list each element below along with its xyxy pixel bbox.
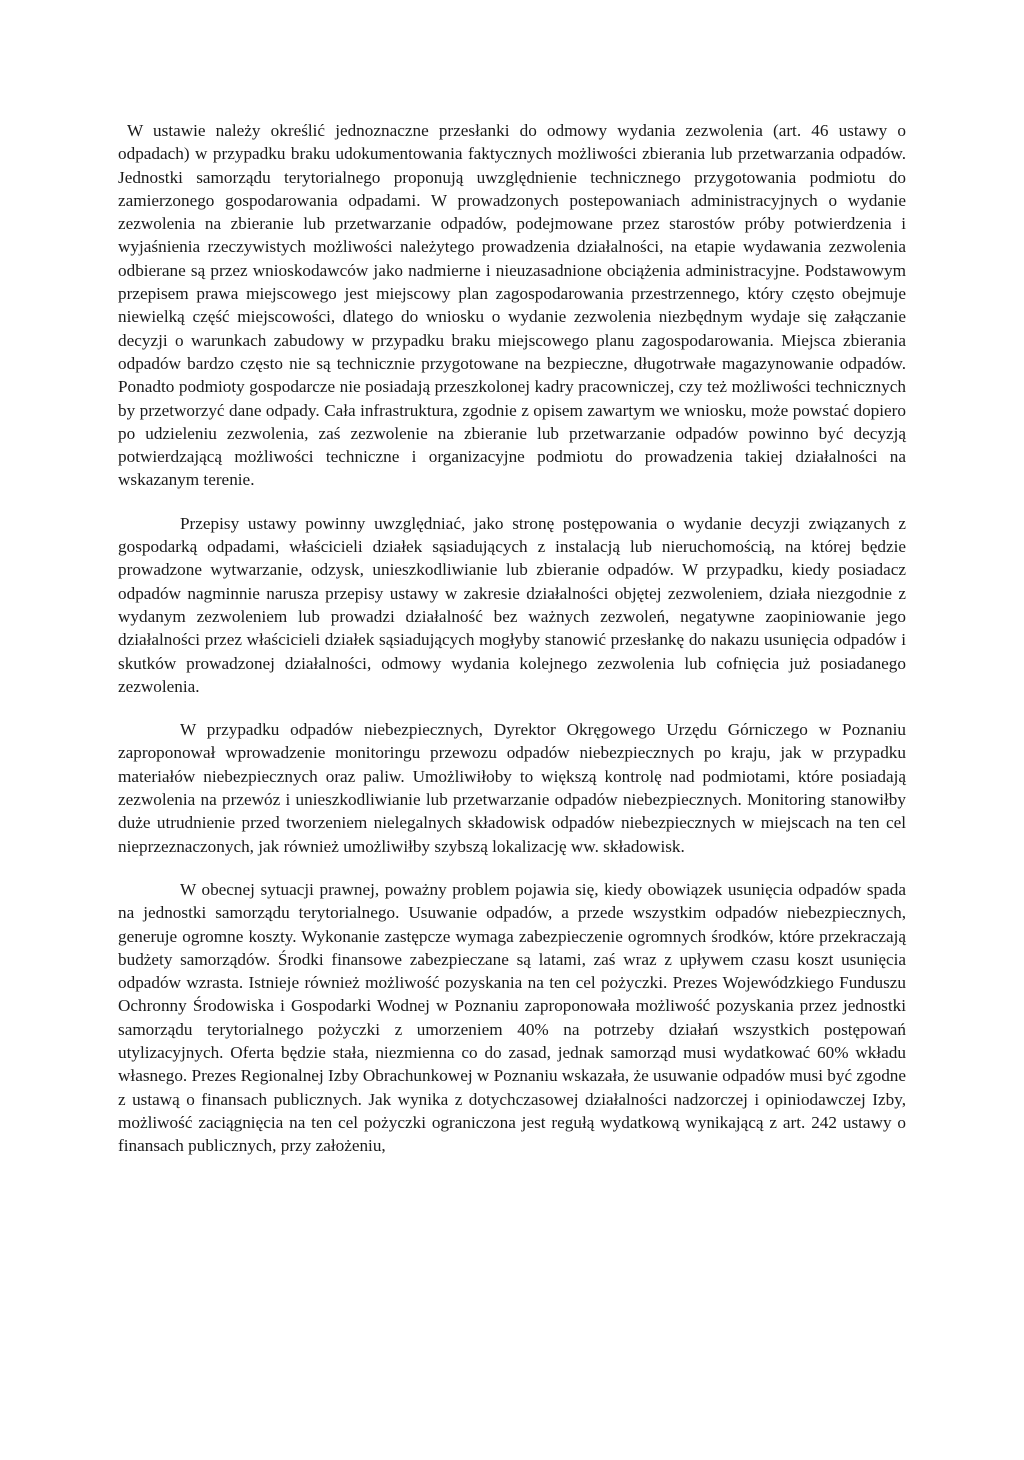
document-body xyxy=(118,119,906,1177)
paragraph-2: Przepisy ustawy powinny uwzględniać, jako stronę postępowania o wydanie decyzji związanych z gospodarką odpadami, właścicieli działek sąsiadujących z instalacją lub nieruchomością, na której będzie prowadzone wytwarzanie, odzysk, unieszkodliwianie lub zbieranie odpadów. W przypadku, kiedy posiadacz odpadów nagminnie narusza przepisy ustawy w zakresie działalności objętej zezwoleniem, działa niezgodnie z wydanym zezwoleniem lub prowadzi działalność bez ważnych zezwoleń, negatywne zaopiniowanie jego działalności przez właścicieli działek sąsiadujących mogłyby stanowić przesłankę do nakazu usunięcia odpadów i skutków prowadzonej działalności, odmowy wydania kolejnego zezwolenia lub cofnięcia już posiadanego zezwolenia. xyxy=(118,513,906,696)
paragraph-4: W obecnej sytuacji prawnej, poważny problem pojawia się, kiedy obowiązek usunięcia odpadów spada na jednostki samorządu terytorialnego. Usuwanie odpadów, a przede wszystkim odpadów niebezpiecznych, generuje ogromne koszty. Wykonanie zastępcze wymaga zabezpieczenie ogromnych środków, które przekraczają budżety samorządów. Środki finansowe zabezpieczane są latami, zaś wraz z upływem czasu koszt usunięcia odpadów wzrasta. Istnieje również możliwość pozyskania na ten cel pożyczki. Prezes Wojewódzkiego Funduszu Ochronny Środowiska i Gospodarki Wodnej w Poznaniu zaproponowała możliwość pozyskania przez jednostki samorządu terytorialnego pożyczki z umorzeniem 40% na potrzeby działań wszystkich postępowań utylizacyjnych. Oferta będzie stała, niezmienna co do zasad, jednak samorząd musi wydatkować 60% wkładu własnego. Prezes Regionalnej Izby Obrachunkowej w Poznaniu wskazała, że usuwanie odpadów musi być zgodne z ustawą o finansach publicznych. Jak wynika z dotychczasowej działalności nadzorczej i opiniodawczej Izby, możliwość zaciągnięcia na ten cel pożyczki ograniczona jest regułą wydatkową wynikającą z art. 242 ustawy o finansach publicznych, przy założeniu, xyxy=(118,879,907,1156)
paragraph-3: W przypadku odpadów niebezpiecznych, Dyrektor Okręgowego Urzędu Górniczego w Poznaniu zaproponował wprowadzenie monitoringu przewozu odpadów niebezpiecznych po kraju, jak w przypadku materiałów niebezpiecznych oraz paliw. Umożliwiłoby to większą kontrolę nad podmiotami, które posiadają zezwolenia na przewóz i unieszkodliwianie lub przetwarzanie odpadów niebezpiecznych. Monitoring stanowiłby duże utrudnienie przed tworzeniem nielegalnych składowisk odpadów niebezpiecznych w miejscach na ten cel nieprzeznaczonych, jak również umożliwiłby szybszą lokalizację ww. składowisk. xyxy=(118,720,906,856)
paragraph-1: W ustawie należy określić jednoznaczne przesłanki do odmowy wydania zezwolenia (art. 46 ustawy o odpadach) w przypadku braku udokumentowania faktycznych możliwości zbierania lub przetwarzania odpadów. Jednostki samorządu terytorialnego proponują uwzględnienie technicznego przygotowania podmiotu do zamierzonego gospodarowania odpadami. W prowadzonych postepowaniach administracyjnych o wydanie zezwolenia na zbieranie lub przetwarzanie odpadów, podejmowane przez starostów próby potwierdzenia i wyjaśnienia rzeczywistych możliwości należytego prowadzenia działalności, na etapie wydawania zezwolenia odbierane są przez wnioskodawców jako nadmierne i nieuzasadnione obciążenia administracyjne. Podstawowym przepisem prawa miejscowego jest miejscowy plan zagospodarowania przestrzennego, który często obejmuje niewielką część miejscowości, dlatego do wniosku o wydanie zezwolenia niezbędnym wydaje się załączanie decyzji o warunkach zabudowy w przypadku braku miejscowego planu zagospodarowania. Miejsca zbierania odpadów bardzo często nie są technicznie przygotowane na bezpieczne, długotrwałe magazynowanie odpadów. Ponadto podmioty gospodarcze nie posiadają przeszkolonej kadry pracowniczej, czy też możliwości technicznych by przetworzyć dane odpady. Cała infrastruktura, zgodnie z opisem zawartym we wniosku, może powstać dopiero po udzieleniu zezwolenia, zaś zezwolenie na zbieranie lub przetwarzanie odpadów powinno być decyzją potwierdzającą możliwości techniczne i organizacyjne podmiotu do prowadzenia takiej działalności na wskazanym terenie. xyxy=(118,121,906,490)
